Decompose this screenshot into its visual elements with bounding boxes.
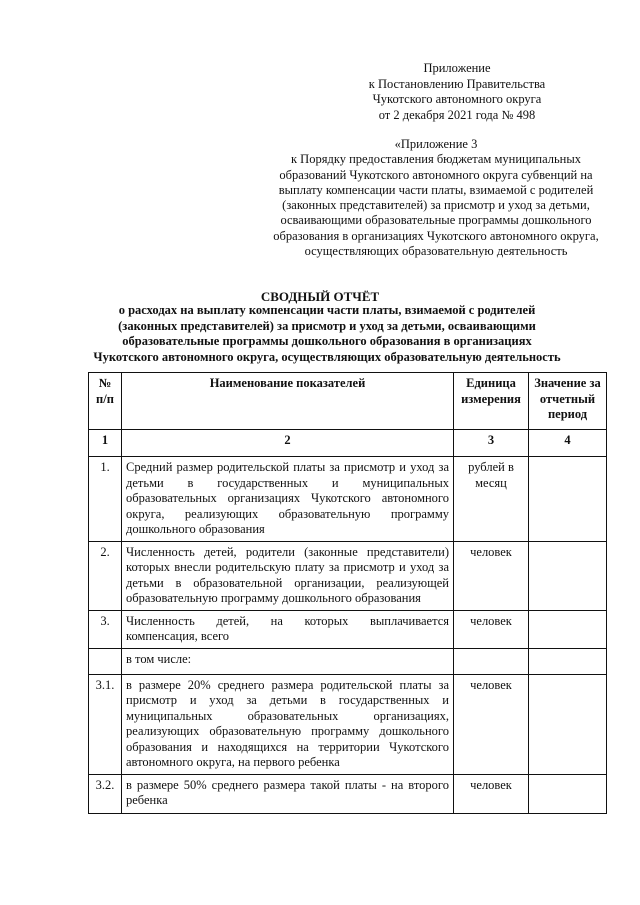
header-value: Значение за отчетный период [529,373,607,430]
header-unit: Единица измерения [454,373,529,430]
header-name: Наименование показателей [122,373,454,430]
row-name: в том числе: [122,648,454,674]
row-value [529,648,607,674]
table-row [89,457,607,542]
table-row [89,541,607,610]
column-index-row [89,430,607,457]
table-row [89,674,607,774]
row-num: 1. [89,457,122,542]
row-unit: человек [454,541,529,610]
document-subtitle: о расходах на выплату компенсации части платы, взимаемой с родителей (законных представителей) за присмотр и уход за детьми, осваивающими образовательные программы дошкольного образования в организациях Чукотского автономного округа, осуществляющих образовательную деятельность [93,303,561,364]
row-unit [454,648,529,674]
row-unit: человек [454,674,529,774]
row-value [529,457,607,542]
appendix-3-text: к Порядку предоставления бюджетам муниципальных образований Чукотского автономного округа субвенций на выплату компенсации части платы, взимаемой с родителей (законных представителей) за присмотр и уход за детьми, осваивающими образовательные программы дошкольного образования в организациях Чукотского автономного округа, осуществляющих образовательную деятельность [273,152,599,259]
row-num [89,648,122,674]
appendix-title: Приложение [423,61,491,75]
row-value [529,610,607,648]
table-row [89,774,607,813]
report-table [88,372,607,814]
row-name: Численность детей, родители (законные представители) которых внесли родительскую плату за присмотр и уход за детьми в образовательной организации, реализующей образовательную программу дошкольного образования [122,541,454,610]
row-unit: человек [454,774,529,813]
header-num: № п/п [89,373,122,430]
row-name: Средний размер родительской платы за присмотр и уход за детьми в государственных и муниципальных образовательных организациях Чукотского автономного округа, реализующих образовательную программу дошкольного образования [122,457,454,542]
row-name: в размере 50% среднего размера такой платы - на второго ребенка [122,774,454,813]
row-num: 2. [89,541,122,610]
column-index: 2 [122,430,454,457]
row-name: Численность детей, на которых выплачивается компенсация, всего [122,610,454,648]
column-index: 3 [454,430,529,457]
column-index: 1 [89,430,122,457]
appendix-block [352,61,562,123]
document-title: СВОДНЫЙ ОТЧЁТ [260,289,380,304]
row-value [529,541,607,610]
row-unit: человек [454,610,529,648]
appendix-line-1: к Постановлению Правительства [368,76,546,91]
row-num: 3.2. [89,774,122,813]
column-index: 4 [529,430,607,457]
appendix-line-3: от 2 декабря 2021 года № 498 [378,107,536,122]
row-num: 3.1. [89,674,122,774]
table-row [89,610,607,648]
row-value [529,774,607,813]
appendix-3-title: «Приложение 3 [394,137,478,151]
table-row [89,648,607,674]
row-name: в размере 20% среднего размера родительской платы за присмотр и уход за детьми в государственных и муниципальных образовательных организациях, реализующих образовательную программу дошкольного образования и находящихся на территории Чукотского автономного округа, на первого ребенка [122,674,454,774]
table-header-row [89,373,607,430]
row-num: 3. [89,610,122,648]
row-value [529,674,607,774]
row-unit: рублей в месяц [454,457,529,542]
appendix-3-block [268,137,604,259]
appendix-line-2: Чукотского автономного округа [372,92,542,106]
